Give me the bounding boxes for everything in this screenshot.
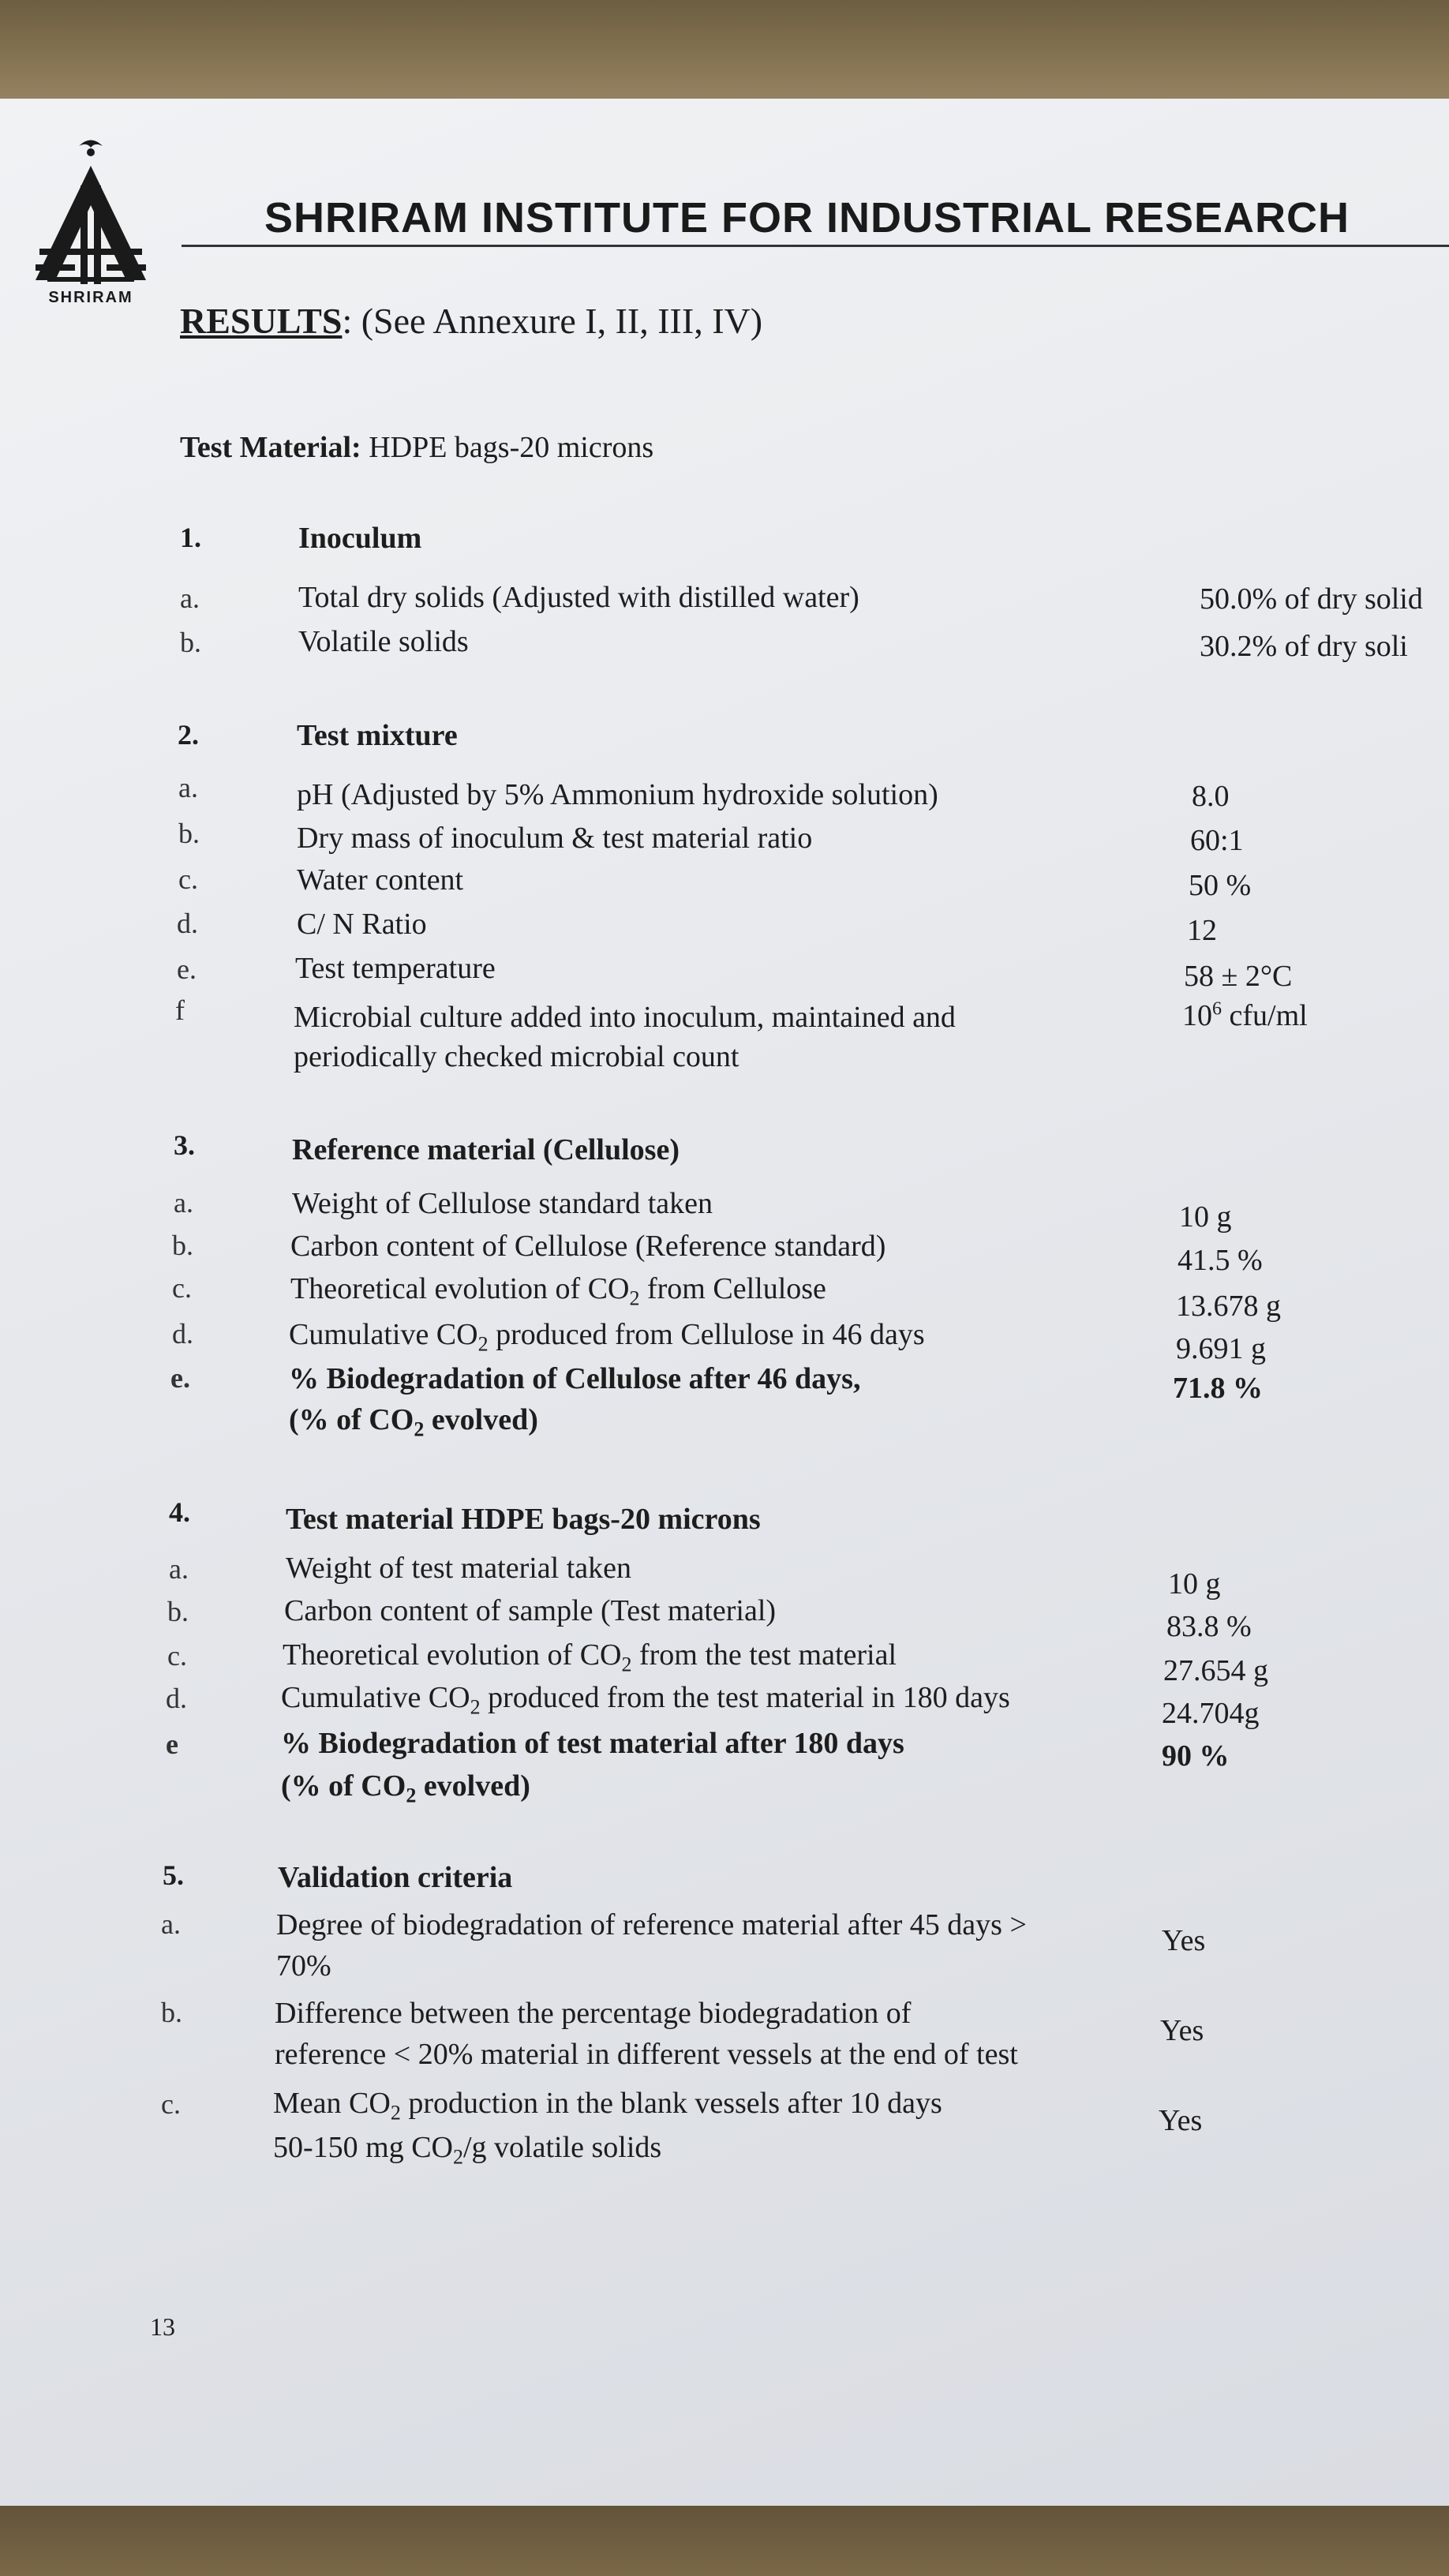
page-number: 13	[150, 2312, 175, 2341]
item-text: Test temperature	[295, 952, 496, 985]
text-part: Theoretical evolution of CO	[283, 1638, 622, 1672]
section-5-title: Validation criteria	[278, 1861, 513, 1894]
item-value	[1182, 998, 1308, 1033]
item-text: Weight of test material taken	[286, 1552, 632, 1585]
text-part: 50-150 mg CO	[273, 2131, 453, 2164]
subscript: 2	[470, 1695, 481, 1719]
item-letter: a.	[180, 582, 200, 614]
test-material-line	[180, 430, 653, 465]
text-part: Theoretical evolution of CO	[290, 1272, 630, 1305]
item-text: % Biodegradation of Cellulose after 46 days,	[289, 1362, 861, 1395]
item-value: 10 g	[1179, 1200, 1232, 1234]
item-letter: f	[175, 994, 185, 1026]
header-rule	[182, 245, 1449, 247]
item-text: Carbon content of Cellulose (Reference standard)	[290, 1230, 886, 1263]
item-text	[273, 2086, 942, 2125]
item-letter: e	[166, 1728, 178, 1760]
item-text-continued: 70%	[276, 1949, 331, 1983]
subscript: 2	[621, 1653, 632, 1676]
text-part: production in the blank vessels after 10 days	[400, 2087, 942, 2120]
text-part: produced from the test material in 180 days	[480, 1681, 1010, 1714]
item-value: 30.2% of dry soli	[1200, 630, 1408, 663]
item-value: 60:1	[1190, 824, 1244, 857]
item-value: 13.678 g	[1176, 1290, 1281, 1323]
text-part: evolved)	[416, 1769, 530, 1803]
item-letter: d.	[177, 908, 198, 939]
logo-text: SHRIRAM	[48, 289, 133, 306]
item-letter: a.	[174, 1187, 193, 1219]
item-text-continued	[273, 2130, 661, 2170]
section-4-title: Test material HDPE bags-20 microns	[286, 1503, 761, 1536]
subscript: 2	[414, 1417, 425, 1441]
item-text: C/ N Ratio	[297, 908, 427, 941]
text-part: evolved)	[424, 1403, 538, 1436]
item-letter: b.	[180, 627, 201, 658]
text-part: from the test material	[631, 1638, 897, 1672]
item-value: Yes	[1162, 1924, 1206, 1957]
item-value: 27.654 g	[1163, 1654, 1268, 1687]
text-part: produced from Cellulose in 46 days	[488, 1318, 925, 1351]
item-value: 24.704g	[1162, 1697, 1260, 1730]
text-part: Cumulative CO	[289, 1318, 478, 1351]
item-letter: c.	[167, 1640, 187, 1672]
section-2-number: 2.	[178, 719, 199, 751]
text-part: (% of CO	[289, 1403, 414, 1436]
results-annexure: : (See Annexure I, II, III, IV)	[342, 301, 763, 341]
item-letter: d.	[166, 1683, 187, 1714]
item-value: 90 %	[1162, 1739, 1230, 1773]
item-text-continued	[289, 1402, 538, 1442]
subscript: 2	[477, 1332, 489, 1356]
item-value: 9.691 g	[1176, 1332, 1266, 1365]
text-part: (% of CO	[281, 1769, 406, 1803]
item-text: Difference between the percentage biodegradation of	[275, 1997, 912, 2030]
text-part: Cumulative CO	[281, 1681, 470, 1714]
value-unit: cfu/ml	[1222, 999, 1308, 1032]
results-heading	[180, 300, 762, 342]
section-1-title: Inoculum	[298, 522, 422, 555]
item-text: Total dry solids (Adjusted with distilled water)	[298, 581, 859, 614]
text-part: from Cellulose	[639, 1272, 826, 1305]
text-part: /g volatile solids	[463, 2131, 662, 2164]
section-1-number: 1.	[180, 522, 201, 553]
item-value: 58 ± 2°C	[1184, 960, 1293, 993]
item-value: 71.8 %	[1173, 1372, 1263, 1405]
item-text: Dry mass of inoculum & test material ratio	[297, 822, 813, 855]
item-letter: c.	[178, 863, 198, 895]
item-value: 10 g	[1168, 1567, 1221, 1601]
item-value: Yes	[1159, 2104, 1203, 2137]
item-letter: e.	[177, 953, 197, 985]
item-value: 12	[1187, 914, 1217, 947]
item-letter: b.	[178, 818, 200, 849]
item-letter: b.	[172, 1230, 193, 1261]
item-text: Water content	[297, 863, 464, 897]
item-value: 50.0% of dry solid	[1200, 582, 1423, 616]
item-text: pH (Adjusted by 5% Ammonium hydroxide solution)	[297, 778, 938, 811]
test-material-value: HDPE bags-20 microns	[369, 431, 654, 464]
section-5-number: 5.	[163, 1859, 184, 1891]
section-3-title: Reference material (Cellulose)	[292, 1133, 680, 1166]
item-value: 83.8 %	[1166, 1610, 1252, 1643]
item-value: 41.5 %	[1178, 1244, 1263, 1277]
item-letter: d.	[172, 1318, 193, 1350]
results-label: RESULTS	[180, 301, 343, 341]
item-letter: e.	[170, 1362, 190, 1394]
item-letter: b.	[167, 1596, 189, 1627]
value-base: 10	[1182, 999, 1212, 1032]
section-3-number: 3.	[174, 1129, 195, 1161]
value-exponent: 6	[1212, 998, 1222, 1020]
subscript: 2	[406, 1784, 417, 1807]
item-text	[283, 1638, 897, 1677]
item-text-continued	[281, 1769, 530, 1808]
item-text: Carbon content of sample (Test material)	[284, 1594, 777, 1627]
test-material-label: Test Material:	[180, 431, 361, 464]
item-letter: c.	[161, 2088, 181, 2120]
item-value: Yes	[1160, 2014, 1204, 2047]
item-text: Weight of Cellulose standard taken	[292, 1187, 713, 1220]
item-text-continued: reference < 20% material in different vessels at the end of test	[275, 2038, 1018, 2071]
item-letter: a.	[169, 1553, 189, 1585]
item-text: Microbial culture added into inoculum, maintained and	[294, 1001, 956, 1034]
document-page	[0, 99, 1449, 2506]
item-text: Degree of biodegradation of reference material after 45 days >	[276, 1908, 1027, 1941]
item-value: 50 %	[1189, 869, 1252, 902]
section-4-number: 4.	[169, 1496, 190, 1528]
shriram-logo	[32, 130, 150, 312]
item-text	[289, 1317, 925, 1357]
item-text	[281, 1680, 1010, 1720]
item-letter: a.	[178, 772, 198, 803]
subscript: 2	[390, 2101, 401, 2125]
institute-title: SHRIRAM INSTITUTE FOR INDUSTRIAL RESEARCH	[264, 194, 1350, 242]
item-text-continued: periodically checked microbial count	[294, 1040, 739, 1073]
item-value: 8.0	[1192, 780, 1230, 813]
item-text	[290, 1271, 826, 1311]
section-2-title: Test mixture	[297, 719, 458, 752]
item-text: Volatile solids	[298, 625, 469, 658]
text-part: Mean CO	[273, 2087, 391, 2120]
subscript: 2	[453, 2145, 463, 2169]
item-letter: b.	[161, 1997, 182, 2028]
item-letter: c.	[172, 1272, 192, 1304]
subscript: 2	[629, 1286, 640, 1310]
item-letter: a.	[161, 1908, 181, 1940]
item-text: % Biodegradation of test material after 180 days	[281, 1727, 904, 1760]
